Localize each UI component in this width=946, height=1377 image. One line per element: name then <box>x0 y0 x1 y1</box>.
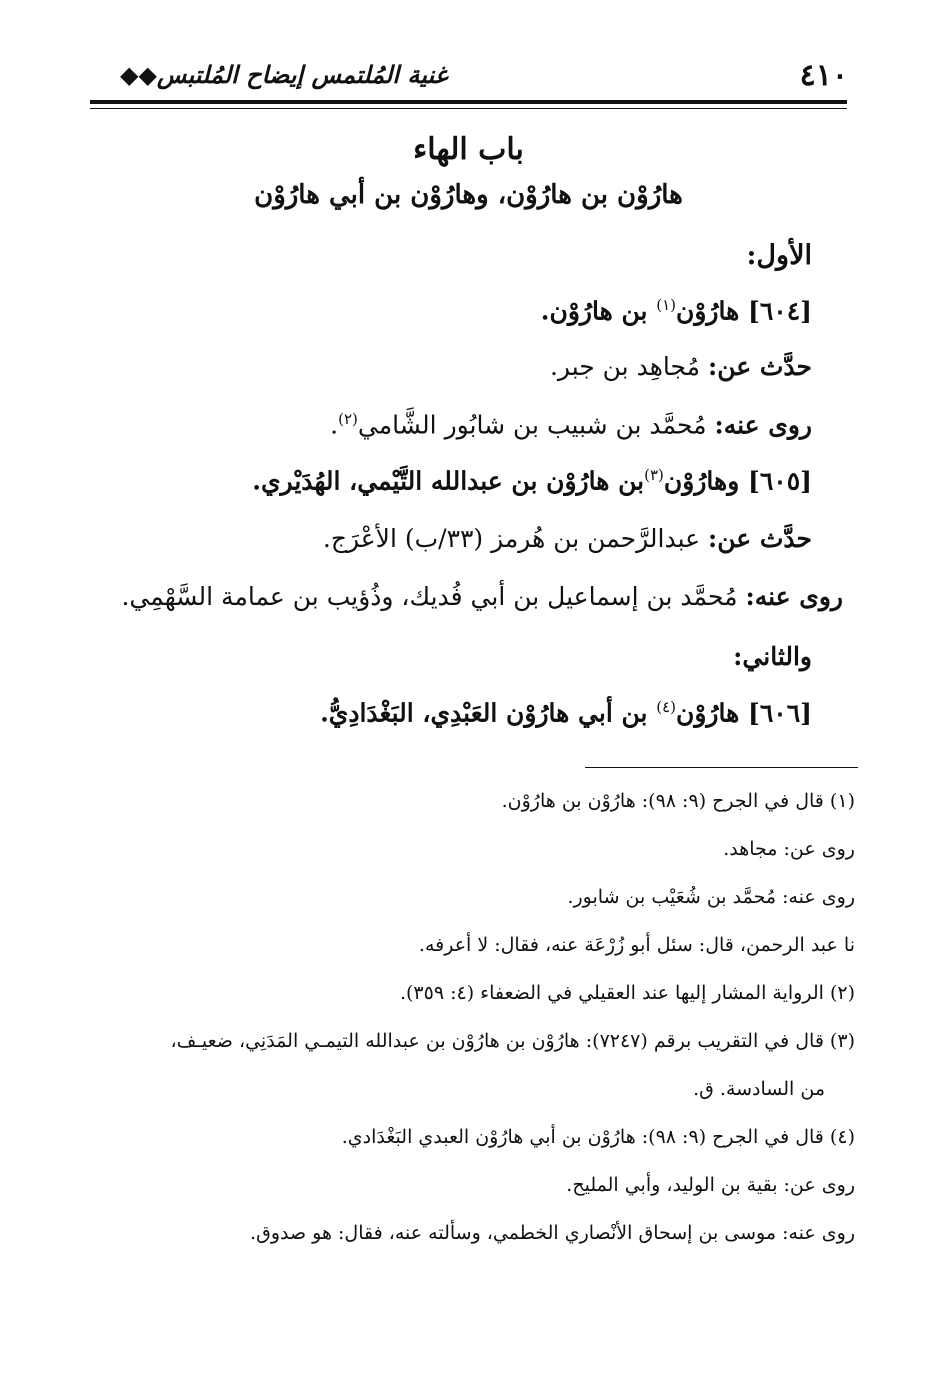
footnote-1-line-2: روى عن: مجاهد. <box>723 838 855 860</box>
footnote-ref: (٢) <box>338 410 358 428</box>
chapter-subtitle: هارُوْن بن هارُوْن، وهارُوْن بن أبي هارُوْن <box>254 180 683 210</box>
footnote-1-line-3: روى عنه: مُحمَّد بن شُعَيْب بن شابور. <box>567 886 855 908</box>
header-rule-thin <box>90 108 847 109</box>
entry-name: هارُوْن <box>675 698 740 728</box>
entry-name: وهارُوْن <box>663 466 740 496</box>
footnote-1-line-4: نا عبد الرحمن، قال: سئل أبو زُرْعَة عنه، فقال: لا أعرفه. <box>418 934 855 956</box>
entry-605-narrated-from <box>60 524 812 553</box>
field-value-end: . <box>330 410 339 440</box>
entry-604-narrated-from <box>60 352 812 381</box>
footnote-4: (٤) قال في الجرح (٩: ٩٨): هارُوْن بن أبي هارُوْن العبدي البَغْدَادي. <box>341 1126 855 1148</box>
entry-number: [٦٠٦] <box>748 698 812 728</box>
field-label: روى عنه: <box>745 582 843 611</box>
section-label-first: الأول: <box>746 240 812 271</box>
field-value: مُحمَّد بن إسماعيل بن أبي فُديك، وذُؤيب بن عمامة السَّهْمِي. <box>121 582 738 611</box>
entry-604-narrated-by <box>60 410 812 439</box>
footnote-3: (٣) قال في التقريب برقم (٧٢٤٧): هارُوْن بن هارُوْن بن عبدالله التيمـي المَدَنِي، ضعيـف، <box>170 1030 855 1052</box>
entry-605-narrated-by <box>48 582 843 611</box>
entry-606-heading <box>60 698 812 727</box>
footnote-1: (١) قال في الجرح (٩: ٩٨): هارُوْن بن هارُوْن. <box>501 790 855 812</box>
field-label: روى عنه: <box>714 410 812 440</box>
field-value: مُجاهِد بن جبر. <box>549 352 701 381</box>
field-value: مُحمَّد بن شبيب بن شابُور الشَّامي <box>357 410 707 440</box>
page-number: ٤١٠ <box>799 58 848 93</box>
entry-number: [٦٠٤] <box>748 296 812 326</box>
footnote-4-line-3: روى عنه: موسى بن إسحاق الأنْصاري الخطمي، وسألته عنه، فقال: هو صدوق. <box>250 1222 855 1244</box>
chapter-title: باب الهاء <box>413 132 524 167</box>
field-label: حدَّث عن: <box>708 352 812 381</box>
running-book-title: غنية المُلتمس إيضاح المُلتبس◆◆ <box>120 60 448 89</box>
header-rule-thick <box>90 100 847 104</box>
footnote-3-line-2: من السادسة. ق. <box>693 1078 825 1100</box>
section-label-second: والثاني: <box>733 642 812 671</box>
entry-name-rest: بن أبي هارُوْن العَبْدِي، البَغْدَادِيُّ. <box>320 698 648 728</box>
footnote-4-line-2: روى عن: بقية بن الوليد، وأبي المليح. <box>566 1174 855 1196</box>
footnote-ref: (٣) <box>644 466 664 484</box>
entry-name: هارُوْن <box>675 296 740 326</box>
field-value: عبدالرَّحمن بن هُرمز (٣٣/ب) الأعْرَج. <box>322 524 701 553</box>
entry-name-rest: بن هارُوْن. <box>540 296 648 326</box>
footnote-2: (٢) الرواية المشار إليها عند العقيلي في الضعفاء (٤: ٣٥٩). <box>399 982 855 1004</box>
entry-605-heading <box>60 466 812 495</box>
entry-number: [٦٠٥] <box>748 466 812 496</box>
footnote-separator <box>585 767 858 768</box>
footnote-ref: (٤) <box>656 698 676 716</box>
entry-604-heading <box>60 296 812 325</box>
entry-name-rest: بن هارُوْن بن عبدالله التَّيْمي، الهُدَيْري. <box>252 466 645 496</box>
field-label: حدَّث عن: <box>708 524 812 553</box>
footnote-ref: (١) <box>656 296 676 314</box>
